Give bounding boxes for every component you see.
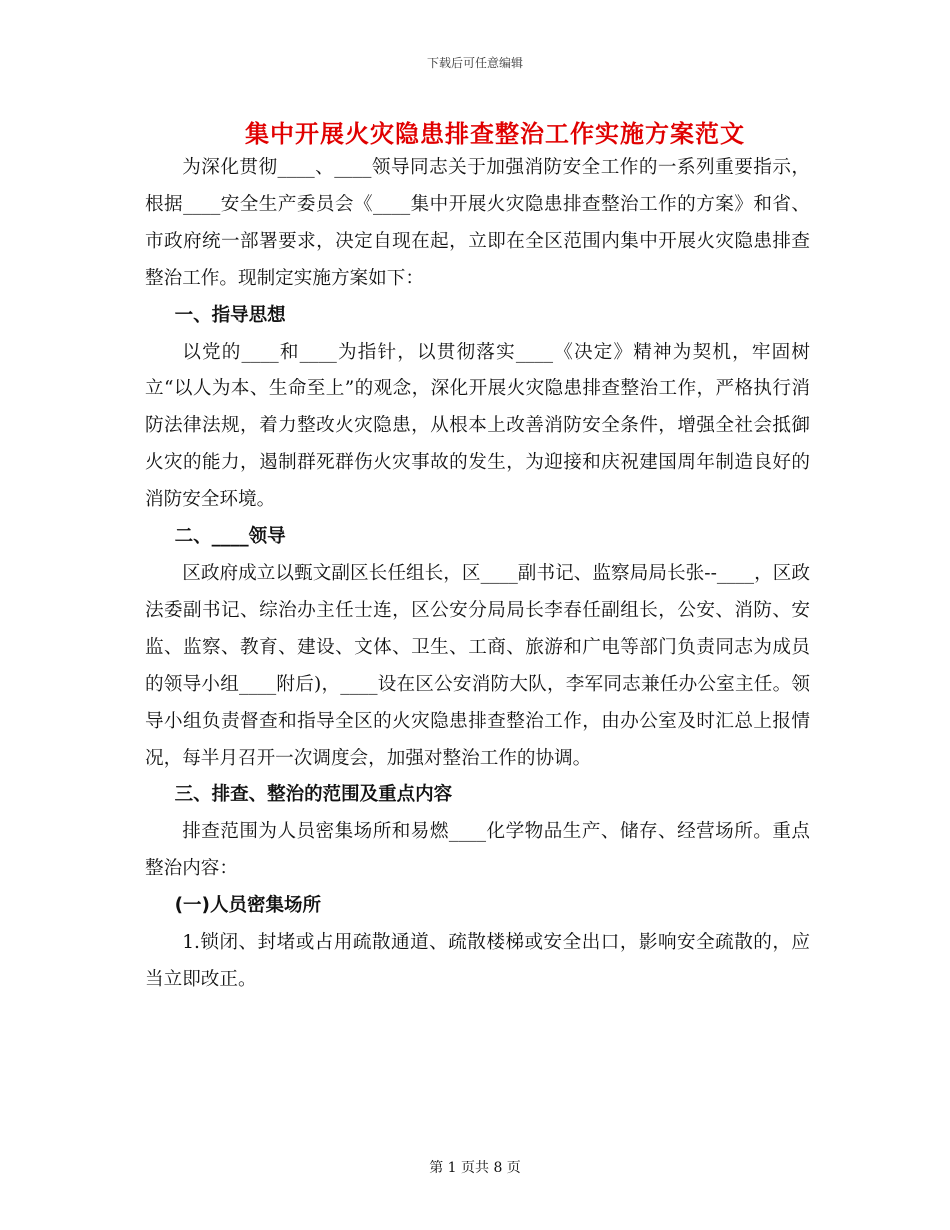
document-title: 集中开展火灾隐患排查整治工作实施方案范文 (245, 119, 745, 148)
paragraph-leadership: 区政府成立以甄文副区长任组长，区____副书记、监察局局长张--____，区政法委副书记、综治办主任士连，区公安分局局长李春任副组长，公安、消防、安监、监察、教育、建设、文体、卫生、工商、旅游和广电等部门负责同志为成员的领导小组____附后)，____设在区公安消防大队，李军同志兼任办公室主任。领导小组负责督查和指导全区的火灾隐患排查整治工作，由办公室及时汇总上报情况，每半月召开一次调度会，加强对整治工作的协调。 (145, 562, 810, 769)
page-number-footer: 第 1 页共 8 页 (429, 1160, 521, 1176)
page-header-note: 下载后可任意编辑 (426, 56, 523, 70)
document-body (145, 150, 810, 999)
section-heading-leadership: 二、____领导 (174, 526, 286, 548)
paragraph-item-1: 1.锁闭、封堵或占用疏散通道、疏散楼梯或安全出口，影响安全疏散的，应当立即改正。 (145, 932, 810, 990)
subsection-heading-crowded-places: (一)人员密集场所 (174, 895, 322, 917)
paragraph-guiding-ideology: 以党的____和____为指针，以贯彻落实____《决定》精神为契机，牢固树立“以人为本、生命至上”的观念，深化开展火灾隐患排查整治工作，严格执行消防法律法规，着力整改火灾隐患，从根本上改善消防安全条件，增强全社会抵御火灾的能力，遏制群死群伤火灾事故的发生，为迎接和庆祝建国周年制造良好的消防安全环境。 (145, 341, 810, 511)
section-heading-guiding-ideology: 一、指导思想 (174, 304, 286, 326)
section-heading-scope: 三、排查、整治的范围及重点内容 (174, 784, 453, 806)
paragraph-intro: 为深化贯彻____、____领导同志关于加强消防安全工作的一系列重要指示，根据____安全生产委员会《____集中开展火灾隐患排查整治工作的方案》和省、市政府统一部署要求，决定自现在起，立即在全区范围内集中开展火灾隐患排查整治工作。现制定实施方案如下： (145, 157, 810, 289)
paragraph-scope: 排查范围为人员密集场所和易燃____化学物品生产、储存、经营场所。重点整治内容： (145, 821, 810, 880)
